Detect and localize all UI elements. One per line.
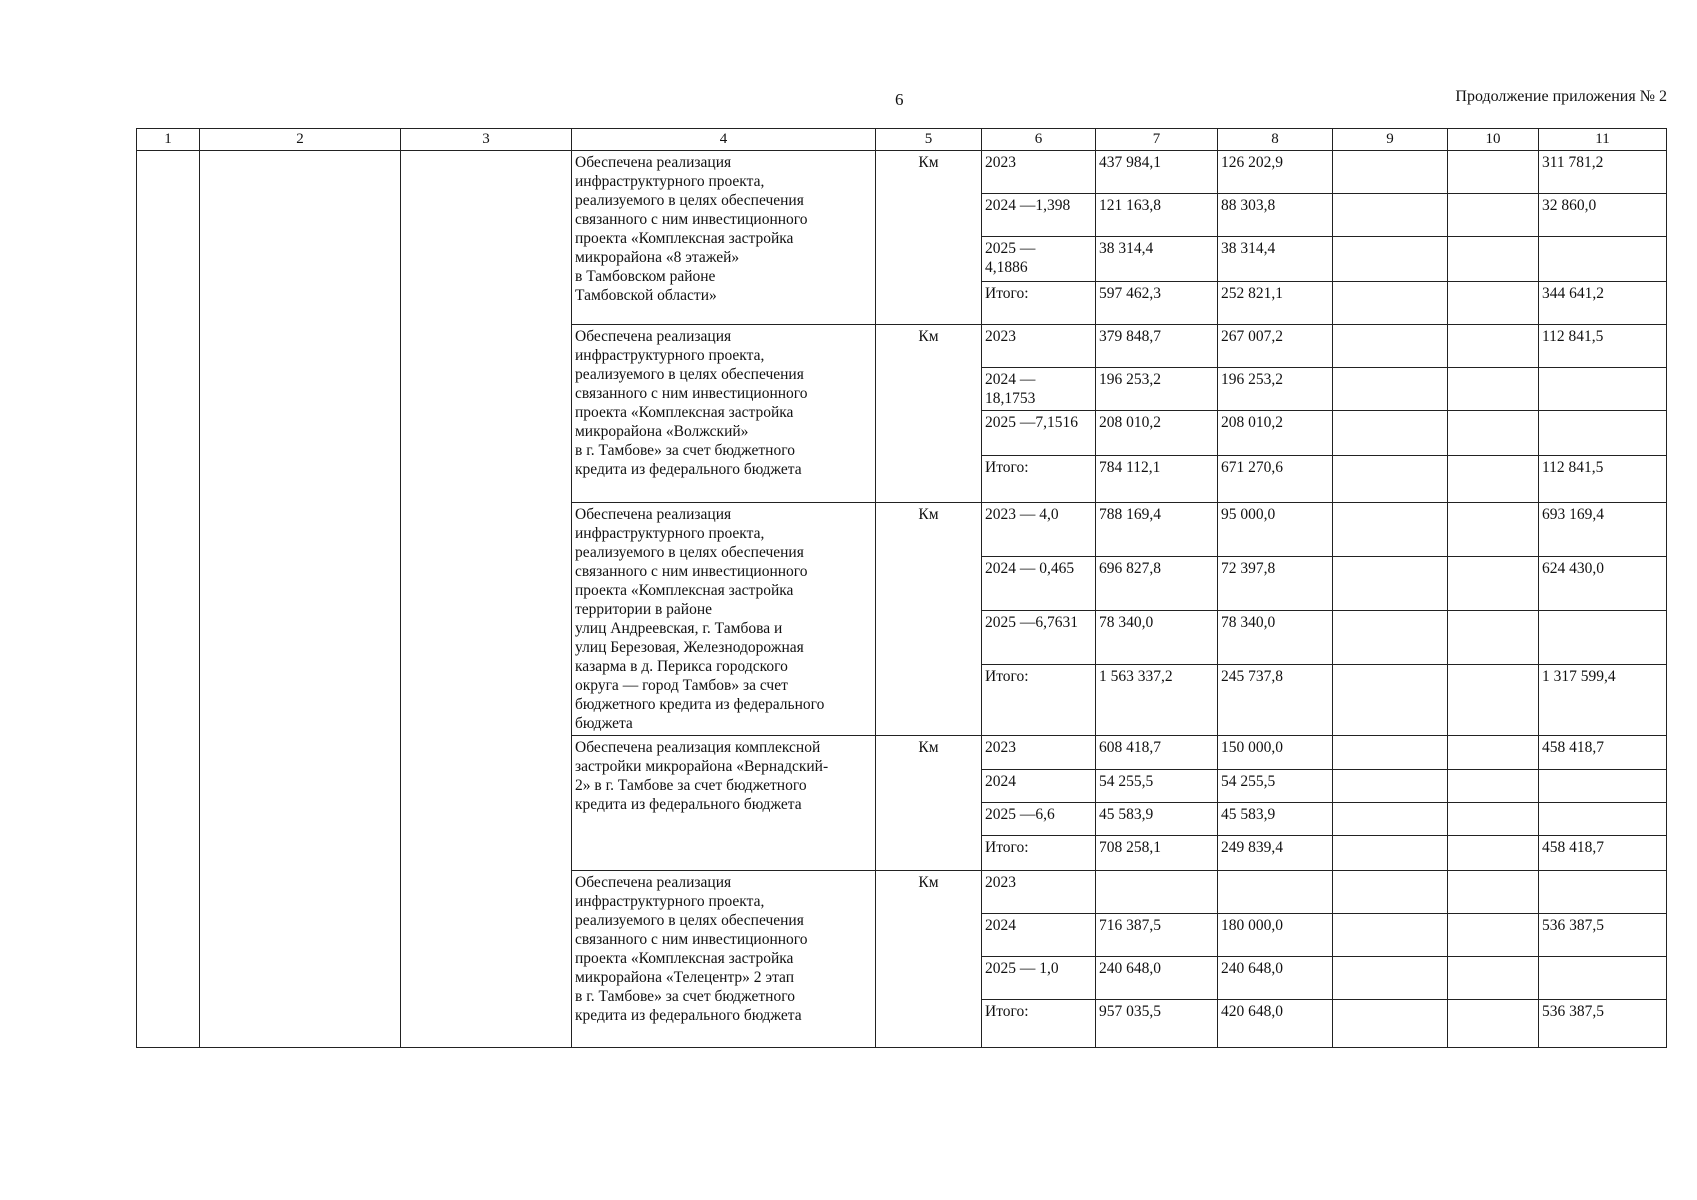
col-header: 5	[876, 129, 982, 151]
value-cell-c9	[1333, 456, 1448, 503]
year-cell: 2024	[982, 914, 1096, 957]
col-header: 6	[982, 129, 1096, 151]
value-cell-c11: 458 418,7	[1539, 836, 1667, 871]
value-cell-c8: 78 340,0	[1218, 610, 1333, 664]
value-cell-c11: 32 860,0	[1539, 194, 1667, 237]
value-cell-c7: 379 848,7	[1096, 325, 1218, 368]
project-description: Обеспечена реализация инфраструктурного проекта, реализуемого в целях обеспечения связанного с ним инвестиционного проекта «Комплексная застройка микрорайона «Волжский» в г. Тамбове» за счет бюджетного кредита из федерального бюджета	[572, 325, 876, 503]
value-cell-c8: 180 000,0	[1218, 914, 1333, 957]
col-header: 1	[137, 129, 200, 151]
value-cell-c9	[1333, 282, 1448, 325]
col-header: 9	[1333, 129, 1448, 151]
value-cell-c7: 788 169,4	[1096, 503, 1218, 557]
year-cell: Итого:	[982, 282, 1096, 325]
value-cell-c10	[1448, 411, 1539, 456]
empty-column-cell-1	[137, 151, 200, 1048]
value-cell-c11: 458 418,7	[1539, 736, 1667, 770]
table-body	[137, 151, 1667, 1048]
year-cell: 2024 — 0,465	[982, 556, 1096, 610]
value-cell-c10	[1448, 282, 1539, 325]
value-cell-c8: 267 007,2	[1218, 325, 1333, 368]
value-cell-c7: 54 255,5	[1096, 770, 1218, 803]
value-cell-c7: 608 418,7	[1096, 736, 1218, 770]
page-number: 6	[895, 90, 904, 109]
value-cell-c10	[1448, 664, 1539, 735]
value-cell-c11	[1539, 237, 1667, 282]
value-cell-c10	[1448, 151, 1539, 194]
value-cell-c11: 112 841,5	[1539, 456, 1667, 503]
value-cell-c7: 38 314,4	[1096, 237, 1218, 282]
header-row	[137, 129, 1667, 151]
col-header: 2	[200, 129, 401, 151]
value-cell-c8: 252 821,1	[1218, 282, 1333, 325]
value-cell-c10	[1448, 736, 1539, 770]
value-cell-c8: 249 839,4	[1218, 836, 1333, 871]
value-cell-c11	[1539, 770, 1667, 803]
value-cell-c10	[1448, 456, 1539, 503]
empty-column-cell-2	[200, 151, 401, 1048]
value-cell-c11	[1539, 368, 1667, 411]
value-cell-c7	[1096, 871, 1218, 914]
value-cell-c8	[1218, 871, 1333, 914]
value-cell-c9	[1333, 957, 1448, 1000]
value-cell-c7: 121 163,8	[1096, 194, 1218, 237]
appendix-table	[136, 128, 1667, 1048]
value-cell-c9	[1333, 871, 1448, 914]
value-cell-c9	[1333, 664, 1448, 735]
value-cell-c10	[1448, 914, 1539, 957]
value-cell-c8: 150 000,0	[1218, 736, 1333, 770]
value-cell-c11	[1539, 871, 1667, 914]
value-cell-c10	[1448, 836, 1539, 871]
year-cell: Итого:	[982, 1000, 1096, 1048]
value-cell-c7: 957 035,5	[1096, 1000, 1218, 1048]
value-cell-c9	[1333, 914, 1448, 957]
year-cell: 2025 —6,7631	[982, 610, 1096, 664]
year-cell: 2024	[982, 770, 1096, 803]
value-cell-c11: 536 387,5	[1539, 1000, 1667, 1048]
year-cell: 2023	[982, 736, 1096, 770]
col-header: 10	[1448, 129, 1539, 151]
value-cell-c8: 54 255,5	[1218, 770, 1333, 803]
project-description: Обеспечена реализация инфраструктурного проекта, реализуемого в целях обеспечения связанного с ним инвестиционного проекта «Комплексная застройка территории в районе улиц Андреевская, г. Тамбова и улиц Березовая, Железнодорожная казарма в д. Перикса городского округа — город Тамбов» за счет бюджетного кредита из федерального бюджета	[572, 503, 876, 736]
value-cell-c11: 112 841,5	[1539, 325, 1667, 368]
year-cell: 2024 —1,398	[982, 194, 1096, 237]
value-cell-c9	[1333, 836, 1448, 871]
col-header: 4	[572, 129, 876, 151]
col-header: 3	[401, 129, 572, 151]
value-cell-c7: 696 827,8	[1096, 556, 1218, 610]
value-cell-c10	[1448, 871, 1539, 914]
value-cell-c10	[1448, 503, 1539, 557]
value-cell-c7: 208 010,2	[1096, 411, 1218, 456]
value-cell-c11: 536 387,5	[1539, 914, 1667, 957]
project-description: Обеспечена реализация комплексной застройки микрорайона «Вернадский- 2» в г. Тамбове за счет бюджетного кредита из федерального бюджета	[572, 736, 876, 871]
value-cell-c11	[1539, 803, 1667, 836]
value-cell-c9	[1333, 368, 1448, 411]
value-cell-c8: 45 583,9	[1218, 803, 1333, 836]
value-cell-c11	[1539, 411, 1667, 456]
year-cell: 2025 —6,6	[982, 803, 1096, 836]
value-cell-c11: 1 317 599,4	[1539, 664, 1667, 735]
value-cell-c7: 240 648,0	[1096, 957, 1218, 1000]
continuation-label: Продолжение приложения № 2	[1455, 88, 1667, 105]
table-row	[137, 151, 1667, 194]
year-cell: 2025 — 1,0	[982, 957, 1096, 1000]
unit-cell: Км	[876, 736, 982, 871]
value-cell-c10	[1448, 1000, 1539, 1048]
value-cell-c11: 693 169,4	[1539, 503, 1667, 557]
value-cell-c8: 245 737,8	[1218, 664, 1333, 735]
value-cell-c10	[1448, 803, 1539, 836]
value-cell-c9	[1333, 151, 1448, 194]
value-cell-c7: 196 253,2	[1096, 368, 1218, 411]
unit-cell: Км	[876, 503, 982, 736]
project-description: Обеспечена реализация инфраструктурного проекта, реализуемого в целях обеспечения связанного с ним инвестиционного проекта «Комплексная застройка микрорайона «Телецентр» 2 этап в г. Тамбове» за счет бюджетного кредита из федерального бюджета	[572, 871, 876, 1048]
year-cell: Итого:	[982, 664, 1096, 735]
value-cell-c9	[1333, 411, 1448, 456]
value-cell-c11: 311 781,2	[1539, 151, 1667, 194]
value-cell-c7: 1 563 337,2	[1096, 664, 1218, 735]
value-cell-c9	[1333, 194, 1448, 237]
year-cell: 2023	[982, 325, 1096, 368]
value-cell-c9	[1333, 610, 1448, 664]
value-cell-c10	[1448, 237, 1539, 282]
value-cell-c8: 240 648,0	[1218, 957, 1333, 1000]
year-cell: 2025 —7,1516	[982, 411, 1096, 456]
value-cell-c11	[1539, 610, 1667, 664]
value-cell-c10	[1448, 194, 1539, 237]
unit-cell: Км	[876, 151, 982, 325]
value-cell-c11	[1539, 957, 1667, 1000]
year-cell: 2023	[982, 871, 1096, 914]
empty-column-cell-3	[401, 151, 572, 1048]
year-cell: 2023 — 4,0	[982, 503, 1096, 557]
value-cell-c10	[1448, 556, 1539, 610]
value-cell-c9	[1333, 1000, 1448, 1048]
value-cell-c7: 784 112,1	[1096, 456, 1218, 503]
project-description: Обеспечена реализация инфраструктурного проекта, реализуемого в целях обеспечения связанного с ним инвестиционного проекта «Комплексная застройка микрорайона «8 этажей» в Тамбовском районе Тамбовской области»	[572, 151, 876, 325]
value-cell-c10	[1448, 957, 1539, 1000]
value-cell-c8: 196 253,2	[1218, 368, 1333, 411]
value-cell-c8: 126 202,9	[1218, 151, 1333, 194]
value-cell-c8: 88 303,8	[1218, 194, 1333, 237]
value-cell-c8: 208 010,2	[1218, 411, 1333, 456]
col-header: 8	[1218, 129, 1333, 151]
value-cell-c7: 708 258,1	[1096, 836, 1218, 871]
year-cell: 2025 — 4,1886	[982, 237, 1096, 282]
value-cell-c9	[1333, 503, 1448, 557]
value-cell-c8: 72 397,8	[1218, 556, 1333, 610]
value-cell-c10	[1448, 368, 1539, 411]
value-cell-c9	[1333, 237, 1448, 282]
value-cell-c8: 95 000,0	[1218, 503, 1333, 557]
value-cell-c9	[1333, 770, 1448, 803]
value-cell-c8: 420 648,0	[1218, 1000, 1333, 1048]
value-cell-c9	[1333, 736, 1448, 770]
year-cell: Итого:	[982, 836, 1096, 871]
value-cell-c7: 437 984,1	[1096, 151, 1218, 194]
value-cell-c10	[1448, 325, 1539, 368]
value-cell-c7: 716 387,5	[1096, 914, 1218, 957]
value-cell-c7: 597 462,3	[1096, 282, 1218, 325]
value-cell-c11: 624 430,0	[1539, 556, 1667, 610]
year-cell: Итого:	[982, 456, 1096, 503]
value-cell-c8: 671 270,6	[1218, 456, 1333, 503]
value-cell-c11: 344 641,2	[1539, 282, 1667, 325]
value-cell-c9	[1333, 803, 1448, 836]
col-header: 7	[1096, 129, 1218, 151]
value-cell-c9	[1333, 325, 1448, 368]
value-cell-c8: 38 314,4	[1218, 237, 1333, 282]
year-cell: 2024 — 18,1753	[982, 368, 1096, 411]
col-header: 11	[1539, 129, 1667, 151]
value-cell-c10	[1448, 770, 1539, 803]
unit-cell: Км	[876, 325, 982, 503]
value-cell-c7: 78 340,0	[1096, 610, 1218, 664]
year-cell: 2023	[982, 151, 1096, 194]
value-cell-c9	[1333, 556, 1448, 610]
value-cell-c10	[1448, 610, 1539, 664]
unit-cell: Км	[876, 871, 982, 1048]
value-cell-c7: 45 583,9	[1096, 803, 1218, 836]
